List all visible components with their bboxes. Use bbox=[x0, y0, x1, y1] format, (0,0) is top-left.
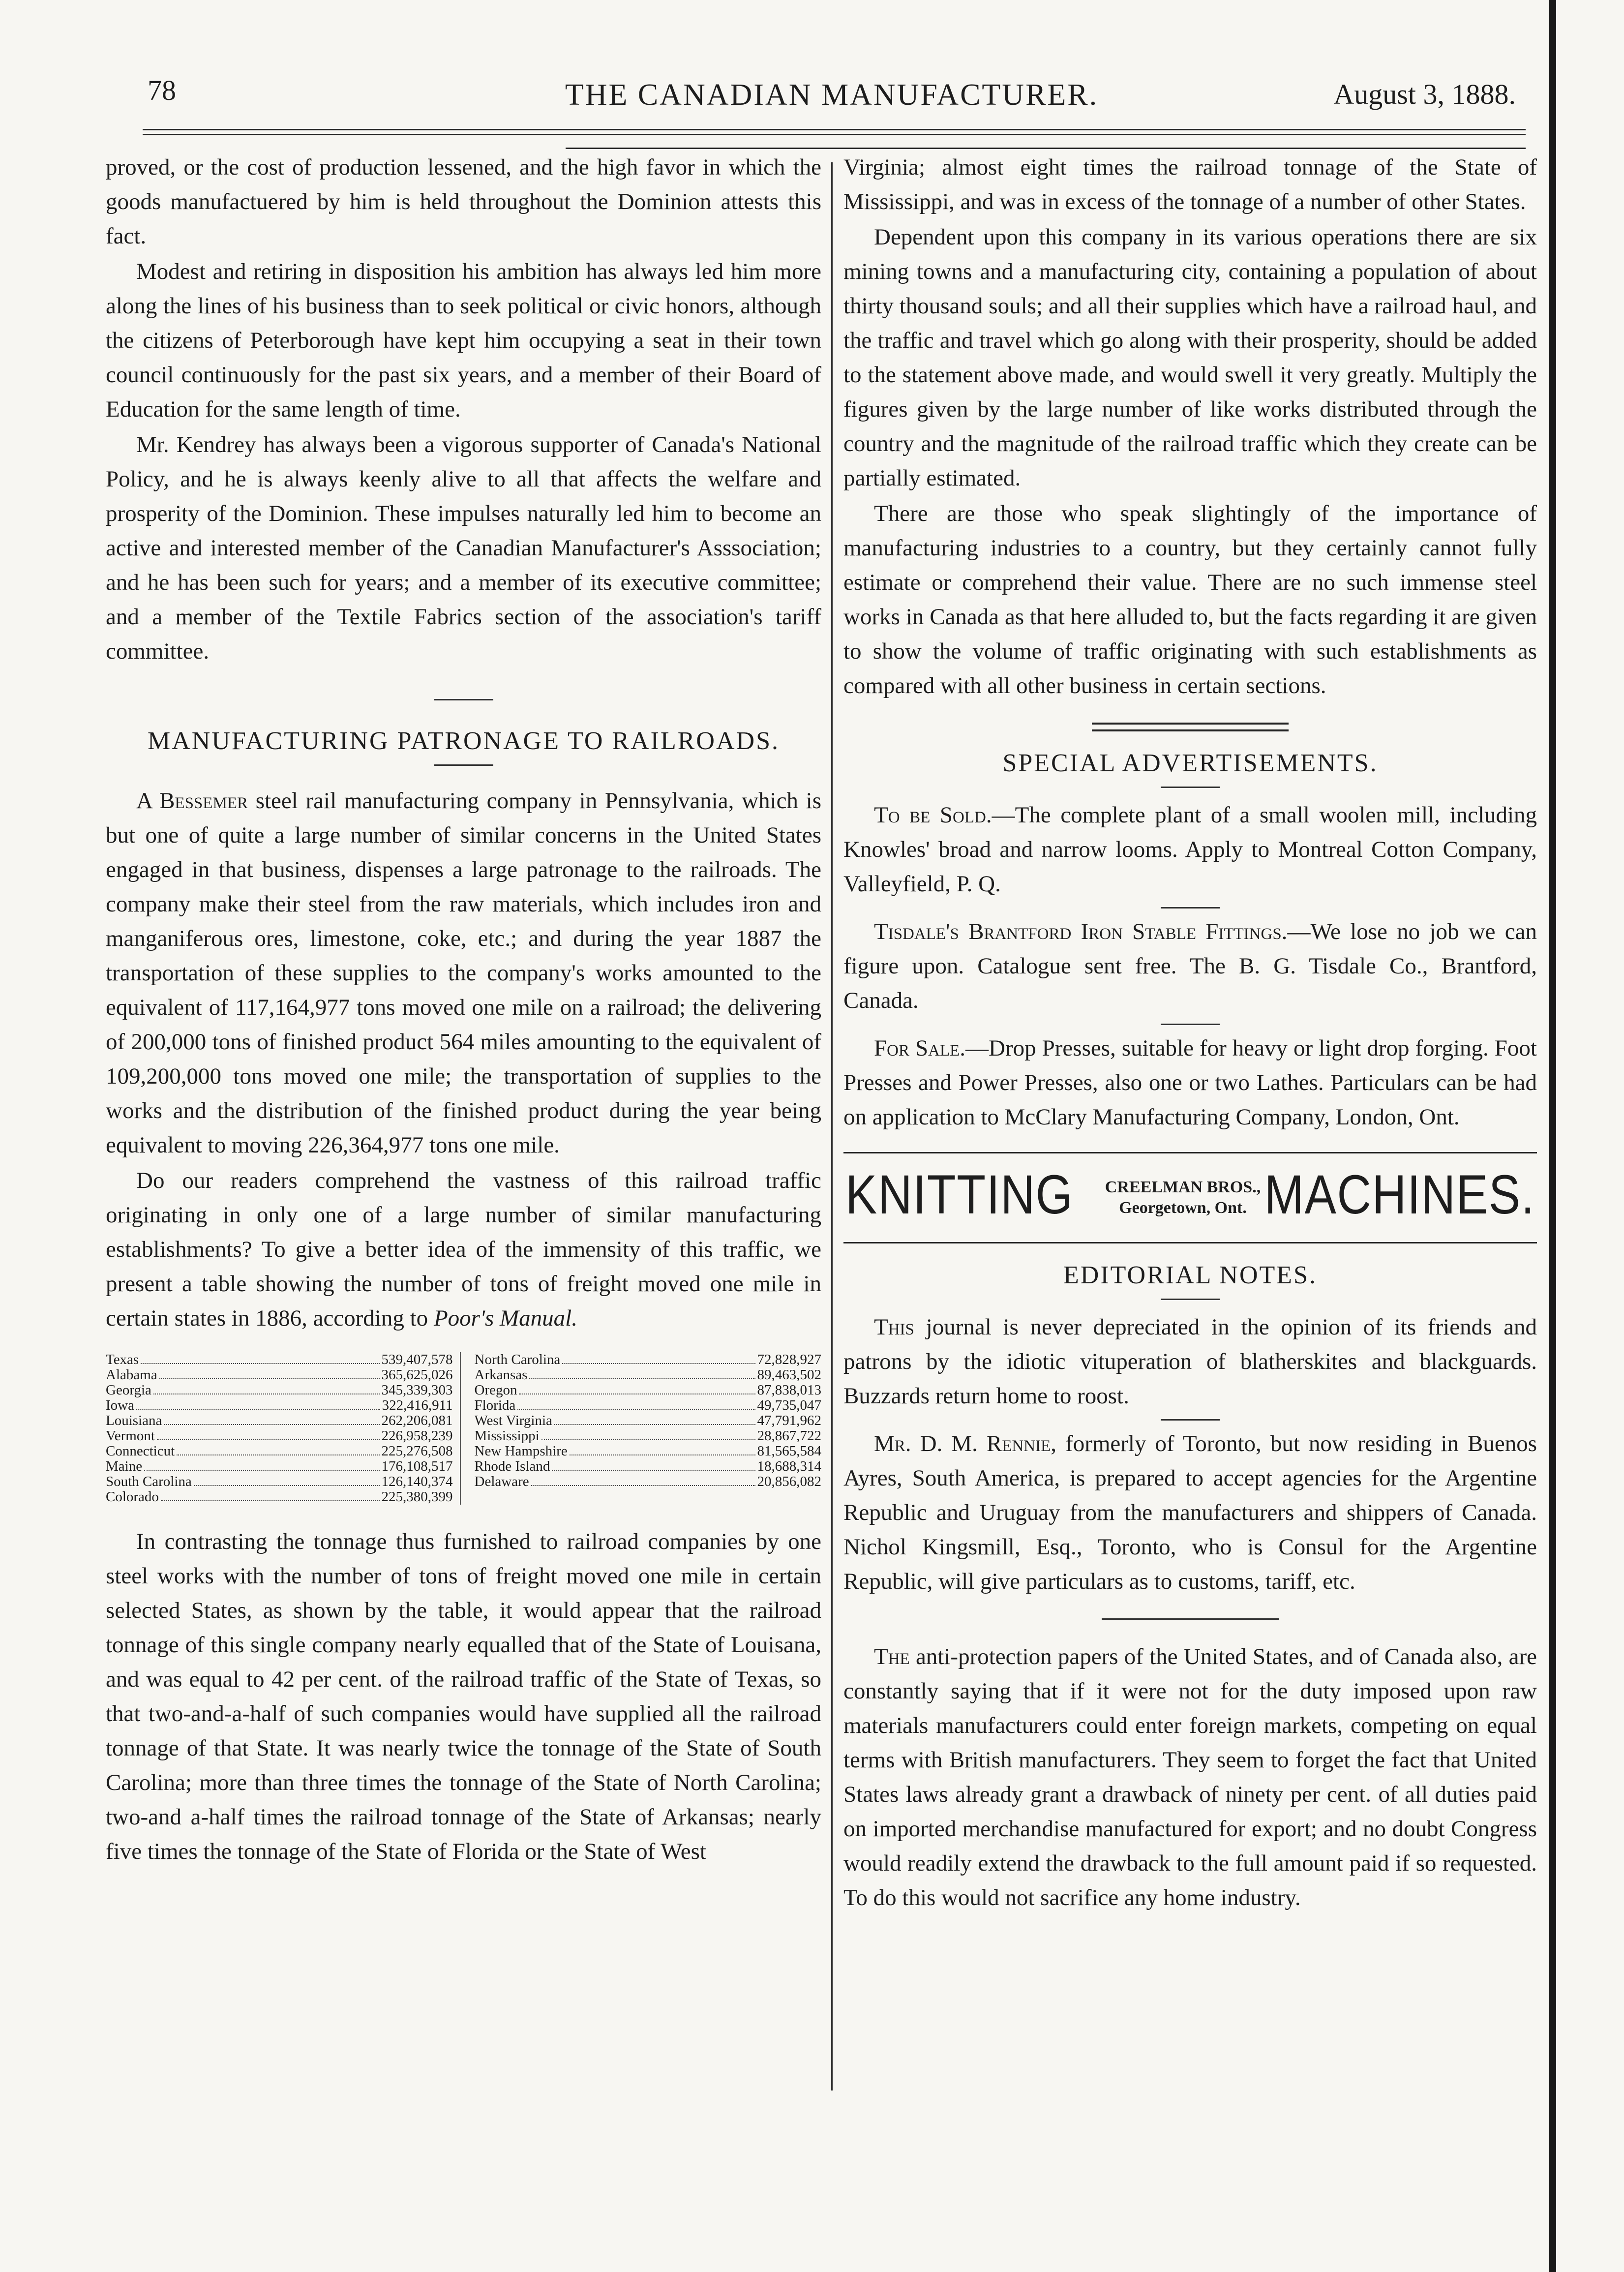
editorial-heading: EDITORIAL NOTES. bbox=[1063, 1261, 1317, 1289]
table-row bbox=[106, 1352, 453, 1367]
state-name: Florida bbox=[474, 1398, 516, 1413]
ad-body: —Drop Presses, suitable for heavy or light drop forging. Foot Presses and Power Presses, also one or two Lathes. Particulars can be had on application to McClary Manufacturing Company, London, Ont. bbox=[843, 1035, 1537, 1130]
table-row bbox=[106, 1444, 453, 1459]
leader-dots bbox=[159, 1368, 380, 1379]
table-row bbox=[106, 1428, 453, 1444]
state-name: West Virginia bbox=[474, 1413, 552, 1428]
header-rule bbox=[566, 148, 1526, 149]
leader-dots bbox=[161, 1490, 380, 1501]
section-divider bbox=[1092, 723, 1289, 731]
knitting-machines-banner bbox=[843, 1152, 1537, 1243]
header-rule bbox=[143, 134, 1526, 135]
tonnage-value: 81,565,584 bbox=[757, 1444, 821, 1459]
tonnage-value: 89,463,502 bbox=[757, 1367, 821, 1383]
leader-dots bbox=[529, 1368, 755, 1379]
tonnage-table-column bbox=[475, 1352, 822, 1505]
state-name: Iowa bbox=[106, 1398, 134, 1413]
advertisement bbox=[843, 1031, 1537, 1134]
state-name: South Carolina bbox=[106, 1474, 192, 1489]
tonnage-value: 262,206,081 bbox=[381, 1413, 453, 1428]
table-row bbox=[475, 1428, 822, 1444]
tonnage-value: 87,838,013 bbox=[757, 1383, 821, 1398]
tonnage-value: 345,339,303 bbox=[381, 1383, 453, 1398]
tonnage-table bbox=[106, 1352, 821, 1505]
page-number: 78 bbox=[148, 74, 176, 106]
state-name: Colorado bbox=[106, 1489, 159, 1505]
state-name: Delaware bbox=[474, 1474, 529, 1489]
header-rule bbox=[143, 129, 1526, 130]
table-row bbox=[475, 1474, 822, 1489]
special-ads-heading: SPECIAL ADVERTISEMENTS. bbox=[1002, 749, 1378, 777]
state-name: Rhode Island bbox=[474, 1459, 550, 1474]
tonnage-value: 20,856,082 bbox=[757, 1474, 821, 1489]
masthead-title: THE CANADIAN MANUFACTURER. bbox=[565, 78, 1099, 112]
paragraph bbox=[106, 1163, 821, 1335]
tonnage-value: 176,108,517 bbox=[381, 1459, 453, 1474]
table-row bbox=[475, 1383, 822, 1398]
leader-dots bbox=[157, 1429, 380, 1440]
paragraph: Mr. Kendrey has always been a vigorous supporter of Canada's National Policy, and he is always keenly alive to all that affects the welfare and prosperity of the Dominion. These impulses naturally led him to become an active and interested member of the Canadian Manufacturer's Asssociation; and he has been such for years; and a member of its executive committee; and a member of the Textile Fabrics section of the association's tariff committee. bbox=[106, 432, 821, 664]
note-body: anti-protection papers of the United States, and of Canada also, are constantly saying that if it were not for the duty imposed upon raw materials manufacturers could enter foreign markets, competing on equal terms with British manufacturers. They seem to forget the fact that United States laws already grant a drawback of ninety per cent. of all duties paid on imported merchandise manufactured for export; and no doubt Congress would readily extend the drawback to the full amount paid if so requested. To do this would not sacrifice any home industry. bbox=[843, 1644, 1537, 1910]
state-name: Georgia bbox=[106, 1383, 151, 1398]
table-row bbox=[475, 1459, 822, 1474]
leader-dots bbox=[136, 1399, 380, 1410]
table-row bbox=[475, 1367, 822, 1383]
ad-body: —We lose no job we can figure upon. Catalogue sent free. The B. G. Tisdale Co., Brantford, Canada. bbox=[843, 919, 1537, 1013]
paragraph-body: steel rail manufacturing company in Pennsylvania, which is but one of quite a large number of similar concerns in the United States engaged in that business, dispenses a large patronage to the railroads. The company make their steel from the raw materials, which includes iron and manganiferous ores, limestone, coke, etc.; and during the year 1887 the transportation of these supplies to the company's works amounted to the equivalent of 117,164,977 tons moved one mile on a railroad; the delivering of 200,000 tons of finished product 564 miles amounting to the equivalent of 109,200,000 tons moved one mile; the transportation of supplies to the works and the distribution of the finished product during the year being equivalent to moving 226,364,977 tons one mile. bbox=[106, 788, 822, 1158]
paragraph-body: Do our readers comprehend the vastness of this railroad traffic originating in only one of a large number of similar manufacturing establishments? To give a better idea of the immensity of this traffic, we present a table showing the number of tons of freight moved one mile in certain states in 1886, according to bbox=[106, 1168, 821, 1331]
banner-firm-place: Georgetown, Ont. bbox=[1119, 1199, 1247, 1217]
heading-rule bbox=[1161, 787, 1220, 788]
column-divider bbox=[831, 162, 833, 2090]
leader-dots bbox=[153, 1384, 380, 1394]
table-row bbox=[106, 1383, 453, 1398]
paragraph: Dependent upon this company in its various operations there are six mining towns and a manufacturing city, containing a population of about thirty thousand souls; and all their supplies which have a railroad haul, and the traffic and travel which go along with their prosperity, should be added to the statement above made, and would swell it very greatly. Multiply the figures given by the large number of like works distributed through the country and the magnitude of the railroad traffic which they create can be partially estimated. bbox=[843, 224, 1537, 491]
leader-dots bbox=[164, 1414, 379, 1425]
table-row bbox=[106, 1459, 453, 1474]
note-divider bbox=[1102, 1618, 1279, 1620]
banner-right-word: MACHINES. bbox=[1264, 1164, 1535, 1225]
note-lead: This bbox=[874, 1314, 914, 1340]
paragraph: Virginia; almost eight times the railroad tonnage of the State of Mississippi, and was in excess of the tonnage of a number of other States. bbox=[843, 154, 1537, 214]
tonnage-value: 72,828,927 bbox=[757, 1352, 821, 1367]
page-header bbox=[148, 74, 1516, 128]
editorial-note bbox=[843, 1310, 1537, 1413]
leader-dots bbox=[541, 1429, 755, 1440]
note-divider bbox=[1161, 1419, 1220, 1421]
leader-dots bbox=[562, 1353, 755, 1364]
table-row bbox=[106, 1398, 453, 1413]
note-lead: The bbox=[874, 1644, 910, 1669]
tonnage-value: 49,735,047 bbox=[757, 1398, 821, 1413]
ad-divider bbox=[1161, 1024, 1220, 1025]
state-name: Mississippi bbox=[474, 1428, 540, 1444]
leader-dots bbox=[554, 1414, 755, 1425]
leader-dots bbox=[194, 1475, 380, 1486]
banner-firm bbox=[1075, 1177, 1291, 1218]
leader-dots bbox=[177, 1445, 379, 1455]
tonnage-value: 539,407,578 bbox=[381, 1352, 453, 1367]
state-name: North Carolina bbox=[474, 1352, 561, 1367]
ad-lead: Tisdale's Brantford Iron Stable Fittings. bbox=[874, 919, 1288, 944]
state-name: Arkansas bbox=[474, 1367, 528, 1383]
state-name: New Hampshire bbox=[474, 1444, 568, 1459]
leader-dots bbox=[570, 1445, 755, 1455]
leader-dots bbox=[519, 1384, 755, 1394]
editorial-note bbox=[843, 1639, 1537, 1915]
advertisement bbox=[843, 914, 1537, 1018]
paragraph: Modest and retiring in disposition his ambition has always led him more along the lines of his business than to seek political or civic honors, although the citizens of Peterborough have kept him occupying a seat in their town council continuously for the past six years, and a member of their Board of Education for the same length of time. bbox=[106, 259, 821, 422]
ad-lead: For Sale. bbox=[874, 1035, 966, 1061]
state-name: Maine bbox=[106, 1459, 143, 1474]
table-row bbox=[106, 1474, 453, 1489]
note-body: journal is never depreciated in the opinion of its friends and patrons by the idiotic vituperation of blatherskites and blackguards. Buzzards return home to roost. bbox=[843, 1314, 1537, 1409]
advertisement bbox=[843, 798, 1537, 901]
banner-firm-name: CREELMAN BROS., bbox=[1105, 1178, 1261, 1196]
tonnage-value: 225,380,399 bbox=[381, 1489, 453, 1505]
state-name: Oregon bbox=[474, 1383, 517, 1398]
tonnage-value: 226,958,239 bbox=[381, 1428, 453, 1444]
paragraph: There are those who speak slightingly of the importance of manufacturing industries to a country, but they certainly cannot fully estimate or comprehend their value. There are no such immense steel works in Canada as that here alluded to, but the facts regarding it are given to show the volume of traffic originating with such establishments as compared with all other business in certain sections. bbox=[843, 501, 1537, 698]
table-row bbox=[106, 1413, 453, 1428]
tonnage-value: 28,867,722 bbox=[757, 1428, 821, 1444]
tonnage-table-column bbox=[106, 1352, 461, 1505]
table-row bbox=[475, 1444, 822, 1459]
ad-lead: To be Sold. bbox=[874, 802, 992, 828]
leader-dots bbox=[517, 1399, 755, 1410]
state-name: Louisiana bbox=[106, 1413, 162, 1428]
paragraph: proved, or the cost of production lessened, and the high favor in which the goods manufactuered by him is held throughout the Dominion attests this fact. bbox=[106, 154, 821, 249]
banner-left-word: KNITTING bbox=[845, 1164, 1074, 1225]
state-name: Alabama bbox=[106, 1367, 157, 1383]
state-name: Connecticut bbox=[106, 1444, 175, 1459]
right-column bbox=[843, 150, 1537, 1916]
tonnage-value: 225,276,508 bbox=[381, 1444, 453, 1459]
leader-dots bbox=[141, 1353, 379, 1364]
page-edge bbox=[1549, 0, 1556, 2272]
table-row bbox=[106, 1367, 453, 1383]
ad-divider bbox=[1161, 907, 1220, 909]
leader-dots bbox=[552, 1460, 755, 1471]
tonnage-value: 18,688,314 bbox=[757, 1459, 821, 1474]
tonnage-value: 365,625,026 bbox=[381, 1367, 453, 1383]
left-column bbox=[106, 150, 821, 1870]
table-row bbox=[106, 1489, 453, 1505]
leader-dots bbox=[144, 1460, 379, 1471]
article-heading: MANUFACTURING PATRONAGE TO RAILROADS. bbox=[148, 727, 780, 755]
lead-in: A Bessemer bbox=[136, 788, 248, 814]
tonnage-value: 322,416,911 bbox=[382, 1398, 453, 1413]
state-name: Vermont bbox=[106, 1428, 155, 1444]
table-row bbox=[475, 1352, 822, 1367]
heading-rule bbox=[1161, 1299, 1220, 1300]
note-body: formerly of Toronto, but now residing in Buenos Ayres, South America, is prepared to accept agencies for the Argentine Republic and Uruguay from the manufacturers and shippers of Canada. Nichol Kingsmill, Esq., Toronto, who is Consul for the Argentine Republic, will give particulars as to customs, tariff, etc. bbox=[843, 1431, 1537, 1594]
section-divider bbox=[434, 699, 493, 700]
editorial-note bbox=[843, 1426, 1537, 1599]
leader-dots bbox=[531, 1475, 755, 1486]
issue-date: August 3, 1888. bbox=[1333, 78, 1516, 110]
table-row bbox=[475, 1398, 822, 1413]
ad-body: —The complete plant of a small woolen mill, including Knowles' broad and narrow looms. Apply to Montreal Cotton Company, Valleyfield, P. Q. bbox=[843, 802, 1537, 897]
tonnage-value: 126,140,374 bbox=[381, 1474, 453, 1489]
source-citation: Poor's Manual. bbox=[433, 1305, 577, 1331]
tonnage-value: 47,791,962 bbox=[757, 1413, 821, 1428]
table-row bbox=[475, 1413, 822, 1428]
state-name: Texas bbox=[106, 1352, 139, 1367]
paragraph bbox=[106, 784, 821, 1162]
note-lead: Mr. D. M. Rennie, bbox=[874, 1431, 1056, 1456]
heading-rule bbox=[434, 764, 493, 766]
paragraph: In contrasting the tonnage thus furnished to railroad companies by one steel works with the number of tons of freight moved one mile in certain selected States, as shown by the table, it would appear that the railroad tonnage of this single company nearly equalled that of the State of Louisana, and was equal to 42 per cent. of the railroad traffic of the State of Texas, so that two-and-a-half of such companies would have supplied all the railroad tonnage of that State. It was nearly twice the tonnage of the State of South Carolina; more than three times the tonnage of the State of North Carolina; two-and a-half times the railroad tonnage of the State of Arkansas; nearly five times the tonnage of the State of Florida or the State of West bbox=[106, 1529, 821, 1864]
